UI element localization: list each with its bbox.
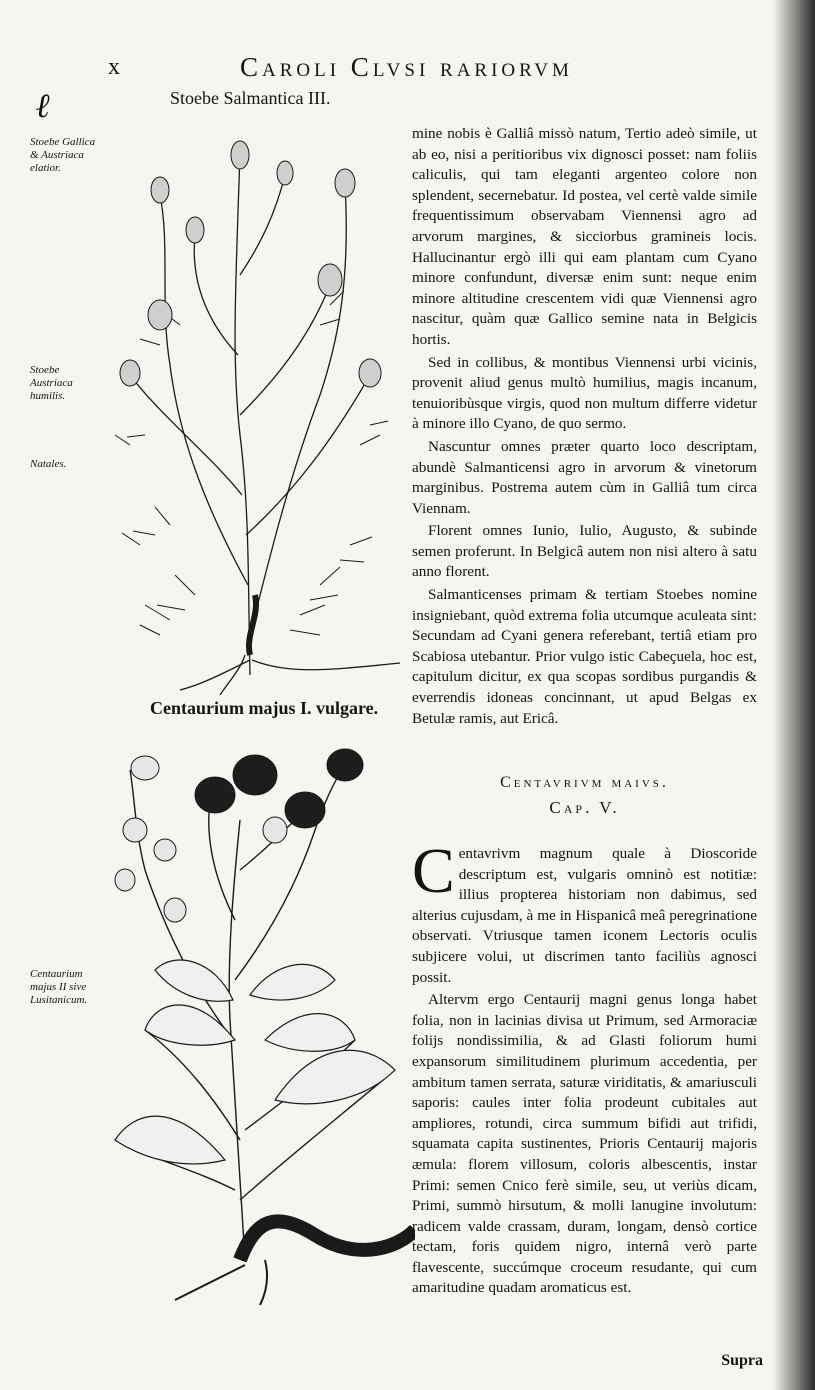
- paragraph: Nascuntur omnes præter quarto loco descriptam, abundè Salmanticensi agro in arvorum & vinetorum marginibus. Postrema autem cùm in Galliâ tum circa Viennam.: [412, 437, 757, 517]
- folio-number: x: [108, 54, 121, 80]
- chapter-heading: Cap. V.: [549, 798, 620, 817]
- paragraph: Sed in collibus, & montibus Viennensi urbi vicinis, provenit aliud genus multò humilius, magis incanum, tenuioribùsque virgis, quod non multum differre videtur à minore illo Cyano, de quo sermo.: [412, 353, 757, 433]
- paragraph-text: entavrivm magnum quale à Dioscoride descriptum est, vulgaris omninò est notitiæ: illius propterea historiam non dabimus, sed alterius cujusdam, à me in Hispanicâ meâ peregrinatione observati. Vtriusque tamen iconem Lectoris oculis subjicere volui, ut discrimen tanto faciliùs agnosci possit.: [412, 845, 757, 986]
- page-edge-shadow: [773, 0, 815, 1390]
- section-title: Centavrivm maivs.: [500, 774, 669, 791]
- paragraph: Florent omnes Iunio, Iulio, Augusto, & subinde semen proferunt. In Belgicâ autem non nisi altero à satu anno florent.: [412, 522, 757, 581]
- page-header: [0, 52, 815, 92]
- stoebe-woodcut-illustration: [100, 115, 412, 695]
- figure-caption-centaurium: Centaurium majus I. vulgare.: [150, 698, 379, 718]
- text-column-lower: [412, 835, 757, 1301]
- margin-note-3: Centaurium majus II sive Lusitanicum.: [30, 968, 88, 1006]
- paragraph: Altervm ergo Centaurij magni genus longa habet folia, non in lacinias divisa ut Primum, sed Armoraciæ folijs nondissimilia, & ad Glasti foliorum humi expansorum similitudinem plurimum accedentia, per ambitum tamen serrata, saturæ viriditatis, & amariusculi saporis: caules inter folia prodeunt cubitales aut ampliores, rotundi, circa summum bifidi aut trifidi, squamata capita sustinentes, Prioris Centaurij majoris æmula: florem villosum, coloris albescentis, instar Primi: semen Cnico ferè simile, seu, ut veriùs dicam, Primi, summò hirsutum, & molli lanugine involutum: radicem valde crassam, duram, longam, densò cortice tectam, foris quidem nigro, internâ verò parte flavescente, succúmque croceum resudante, qui cum amaritudine quadam aromaticus est.: [412, 991, 757, 1297]
- paragraph-with-dropcap: [412, 835, 757, 988]
- text-column-upper: [412, 124, 757, 731]
- margin-note-1: Stoebe Gallica & Austriaca elatior.: [30, 136, 96, 174]
- margin-note-2: Stoebe Austriaca humilis.: [30, 364, 73, 402]
- paragraph: mine nobis è Galliâ missò natum, Tertio adeò simile, ut ab eo, nisi a peritioribus vix dignosci posset: nam foliis caliculis, qui tam eleganti argenteo colore non splendent, secernebatur. Id postea, vel certè valde simile frequentissimum observabam Viennensi agro ad arvorum margines, & sicciorbus gramineis locis. Hallucinantur ergò illi qui eam plantam cum Cyano minore confundunt, diversæ enim sunt: neque enim minore altitudine crescentem vidi quæ Viennensi agro nascitur, quàm quæ Gallico semine nata in Belgicis hortis.: [412, 125, 757, 348]
- margin-note-natales: Natales.: [30, 458, 67, 470]
- figure-caption-stoebe: Stoebe Salmantica III.: [170, 88, 331, 108]
- paragraph: Salmanticenses primam & tertiam Stoebes nomine insigniebant, quòd extrema folia utcumque aculeata sint: Secundam ad Cyani genera referebant, tertiâ etiam pro Scabiosa utebantur. Prior vulgo istic Cabeçuela, hoc est, capitulum dicitur, ex qua scopas sordibus purgandis & everrendis idoneas concinnant, ut apud Belgas ex Betulæ ramis, aut Ericâ.: [412, 586, 757, 727]
- running-title: Caroli Clvsi rariorvm: [240, 52, 573, 82]
- drop-capital: C: [412, 835, 455, 906]
- centaurium-woodcut-illustration: [95, 740, 415, 1305]
- catchword: Supra: [721, 1352, 763, 1369]
- ornament-mark: ℓ: [36, 88, 51, 125]
